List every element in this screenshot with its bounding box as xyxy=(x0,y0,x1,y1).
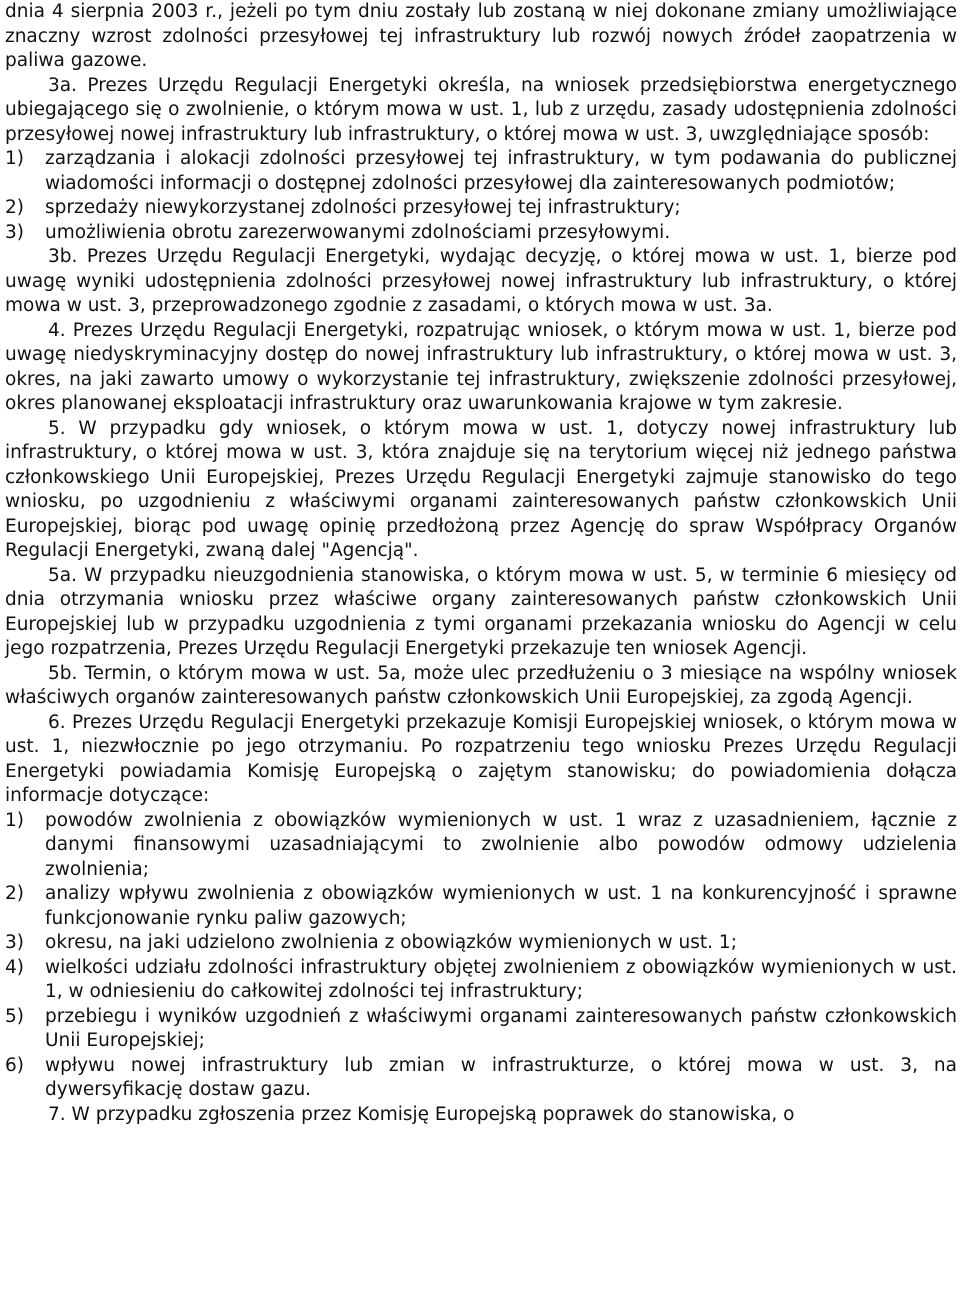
list-item-text: analizy wpływu zwolnienia z obowiązków wymienionych w ust. 1 na konkurencyjność i sprawne funkcjonowanie rynku paliw gazowych; xyxy=(45,883,957,929)
list-item-number: 1) xyxy=(5,148,24,169)
list-item xyxy=(5,931,957,956)
paragraph: 3a. Prezes Urzędu Regulacji Energetyki określa, na wniosek przedsiębiorstwa energetycznego ubiegającego się o zwolnienie, o którym mowa w ust. 1, lub z urzędu, zasady udostępnienia zdolności przesyłowej nowej infrastruktury lub infrastruktury, o której mowa w ust. 3, uwzględniające sposób: xyxy=(5,74,957,145)
list-item xyxy=(5,882,957,931)
paragraph: 5. W przypadku gdy wniosek, o którym mowa w ust. 1, dotyczy nowej infrastruktury lub infrastruktury, o której mowa w ust. 3, która znajduje się na terytorium więcej niż jednego państwa członkowskiego Unii Europejskiej, Prezes Urzędu Regulacji Energetyki zajmuje stanowisko do tego wniosku, po uzgodnieniu z właściwymi organami zainteresowanych państw członkowskich Unii Europejskiej, biorąc pod uwagę opinię przedłożoną przez Agencję do spraw Współpracy Organów Regulacji Energetyki, zwaną dalej "Agencją". xyxy=(5,417,957,561)
list-item-number: 4) xyxy=(5,956,24,978)
list-item-text: zarządzania i alokacji zdolności przesyłowej tej infrastruktury, w tym podawania do publicznej wiadomości informacji o dostępnej zdolności przesyłowej dla zainteresowanych podmiotów; xyxy=(45,148,957,194)
list-item xyxy=(5,196,957,221)
list-item-text: wpływu nowej infrastruktury lub zmian w infrastrukturze, o której mowa w ust. 3, na dywersyfikację dostaw gazu. xyxy=(45,1054,957,1100)
list-item-number: 2) xyxy=(5,883,24,904)
list-item-text: przebiegu i wyników uzgodnień z właściwymi organami zainteresowanych państw członkowskich Unii Europejskiej; xyxy=(45,1005,957,1051)
paragraph: 5b. Termin, o którym mowa w ust. 5a, może ulec przedłużeniu o 3 miesiące na wspólny wniosek właściwych organów zainteresowanych państw członkowskich Unii Europejskiej, za zgodą Agencji. xyxy=(5,662,957,708)
list-item-text: okresu, na jaki udzielono zwolnienia z obowiązków wymienionych w ust. 1; xyxy=(45,932,737,953)
paragraph: 5a. W przypadku nieuzgodnienia stanowiska, o którym mowa w ust. 5, w terminie 6 miesięcy od dnia otrzymania wniosku przez właściwe organy zainteresowanych państw członkowskich Unii Europejskiej lub w przypadku uzgodnienia z tymi organami przekazania wniosku do Agencji w celu jego rozpatrzenia, Prezes Urzędu Regulacji Energetyki przekazuje ten wniosek Agencji. xyxy=(5,564,957,659)
list-item-text: wielkości udziału zdolności infrastruktury objętej zwolnieniem z obowiązków wymienionych w ust. 1, w odniesieniu do całkowitej zdolności tej infrastruktury; xyxy=(45,956,957,1002)
list-item xyxy=(5,147,957,196)
list-item xyxy=(5,221,957,246)
list-item xyxy=(5,956,957,1005)
list-item-text: powodów zwolnienia z obowiązków wymienionych w ust. 1 wraz z uzasadnieniem, łącznie z danymi finansowymi uzasadniającymi to zwolnienie albo powodów odmowy udzielenia zwolnienia; xyxy=(45,809,957,880)
paragraph: 7. W przypadku zgłoszenia przez Komisję Europejską poprawek do stanowiska, o xyxy=(48,1103,795,1125)
paragraph: 6. Prezes Urzędu Regulacji Energetyki przekazuje Komisji Europejskiej wniosek, o którym mowa w ust. 1, niezwłocznie po jego otrzymaniu. Po rozpatrzeniu tego wniosku Prezes Urzędu Regulacji Energetyki powiadamia Komisję Europejską o zajętym stanowisku; do powiadomienia dołącza informacje dotyczące: xyxy=(5,711,957,806)
paragraph: 3b. Prezes Urzędu Regulacji Energetyki, wydając decyzję, o której mowa w ust. 1, bierze pod uwagę wyniki udostępnienia zdolności przesyłowej nowej infrastruktury lub infrastruktury, o której mowa w ust. 3, przeprowadzonego zgodnie z zasadami, o których mowa w ust. 3a. xyxy=(5,246,957,316)
list-item-number: 6) xyxy=(5,1054,24,1076)
list-item-text: umożliwienia obrotu zarezerwowanymi zdolnościami przesyłowymi. xyxy=(45,221,671,243)
list-item-number: 2) xyxy=(5,197,24,218)
paragraph: 4. Prezes Urzędu Regulacji Energetyki, rozpatrując wniosek, o którym mowa w ust. 1, bierze pod uwagę niedyskryminacyjny dostęp do nowej infrastruktury lub infrastruktury, o której mowa w ust. 3, okres, na jaki zawarto umowy o wykorzystanie tej infrastruktury, zwiększenie zdolności przesyłowej, okres planowanej eksploatacji infrastruktury oraz uwarunkowania krajowe w tym zakresie. xyxy=(5,319,957,414)
list-item xyxy=(5,809,957,883)
list-item-number: 3) xyxy=(5,932,24,953)
list-item-number: 1) xyxy=(5,809,24,831)
list-item xyxy=(5,1005,957,1054)
paragraph-continuation: dnia 4 sierpnia 2003 r., jeżeli po tym dniu zostały lub zostaną w niej dokonane zmiany umożliwiające znaczny wzrost zdolności przesyłowej tej infrastruktury lub rozwój nowych źródeł zaopatrzenia w paliwa gazowe. xyxy=(5,1,957,71)
list-item-number: 3) xyxy=(5,221,24,243)
list-item xyxy=(5,1054,957,1103)
list-item-number: 5) xyxy=(5,1005,24,1027)
list-item-text: sprzedaży niewykorzystanej zdolności przesyłowej tej infrastruktury; xyxy=(45,197,681,218)
